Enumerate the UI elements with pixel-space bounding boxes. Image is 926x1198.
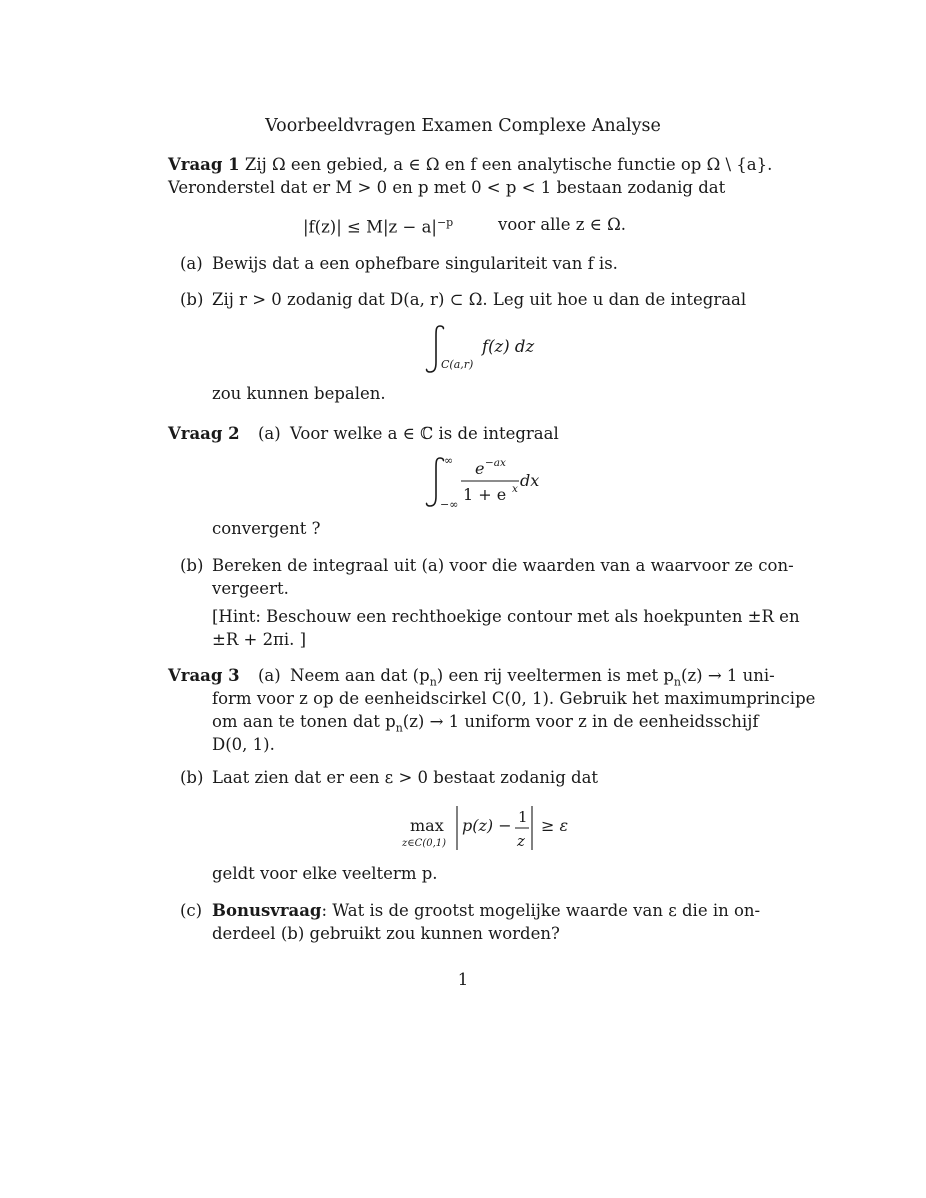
- q3-a-l2: form voor z op de eenheidscirkel C(0, 1). Gebruik het maximumprincipe: [212, 689, 816, 708]
- q1-display-inequality: [303, 217, 453, 236]
- q3-a-label: (a): [258, 666, 281, 685]
- q3-a-l4: D(0, 1).: [212, 735, 275, 754]
- q2-int-upper: ∞: [444, 454, 454, 467]
- q2-line-1: [168, 426, 240, 443]
- q3-label-wrap: [168, 668, 240, 685]
- q3-frac-den: z: [517, 832, 525, 850]
- q3-c-l2: derdeel (b) gebruikt zou kunnen worden?: [212, 924, 560, 943]
- q3-frac-num: 1: [518, 808, 528, 826]
- q3-a-l1: [290, 668, 775, 687]
- q3-a-l1-part2: ) een rij veeltermen is met p: [436, 666, 674, 685]
- q2-a-after: convergent ?: [212, 519, 321, 538]
- q3-c-l1-text: : Wat is de grootst mogelijke waarde van ε die in on-: [321, 901, 761, 920]
- q1-b-after: zou kunnen bepalen.: [212, 384, 386, 403]
- q3-a-l3-sub: n: [395, 721, 403, 735]
- q1-b-text: Zij r > 0 zodanig dat D(a, r) ⊂ Ω. Leg uit hoe u dan de integraal: [212, 290, 747, 309]
- q2-numerator: e: [475, 459, 485, 478]
- q2-hint-l1: [Hint: Beschouw een rechthoekige contour met als hoekpunten ±R en: [212, 607, 800, 626]
- q1-ineq: |f(z)| ≤ M|z − a|: [303, 217, 437, 237]
- q3-a-l3-part1: om aan te tonen dat p: [212, 712, 396, 731]
- page-title: Voorbeeldvragen Examen Complexe Analyse: [265, 116, 661, 136]
- q2-hint-l2: ±R + 2πi. ]: [212, 630, 307, 649]
- q2-denominator: 1 + e: [463, 485, 507, 504]
- q1-display-tail: voor alle z ∈ Ω.: [498, 215, 627, 234]
- q3-a-l1-sub2: n: [673, 675, 682, 689]
- q2-int-lower: −∞: [440, 498, 459, 511]
- q2-denominator-exp: x: [512, 483, 518, 495]
- q3-c-l1: [212, 903, 760, 920]
- q2-b-text-l1: Bereken de integraal uit (a) voor die waarden van a waarvoor ze con-: [212, 556, 794, 575]
- q3-max-word: max: [410, 816, 444, 835]
- q2-integral: [420, 448, 550, 514]
- q1-b-label: (b): [180, 290, 204, 309]
- q3-a-l1-sub: n: [429, 675, 437, 689]
- q3-c-label: (c): [180, 901, 203, 920]
- q3-max-expression: [395, 800, 585, 858]
- q2-b-label: (b): [180, 556, 204, 575]
- q1-ineq-exponent: −p: [436, 216, 454, 229]
- page-number: 1: [457, 970, 469, 989]
- q3-b-label: (b): [180, 768, 204, 787]
- q3-expr-post: ≥ ε: [541, 816, 569, 835]
- q3-a-l3: [212, 714, 758, 733]
- q3-a-l1-part3: (z) → 1 uni-: [681, 666, 775, 685]
- q3-label: Vraag 3: [168, 666, 240, 685]
- q1-label: Vraag 1: [168, 155, 240, 174]
- q3-a-l1-part1: Neem aan dat (p: [290, 666, 430, 685]
- q1-integral-sub: C(a,r): [441, 358, 474, 371]
- q1-a-text: Bewijs dat a een ophefbare singulariteit van f is.: [212, 254, 618, 273]
- q1-integrand: f(z) dz: [482, 337, 535, 356]
- q1-intro-l1: Zij Ω een gebied, a ∈ Ω en f een analytische functie op Ω \ {a}.: [244, 155, 773, 174]
- q3-c-bonus: Bonusvraag: [212, 901, 322, 920]
- q1-line-1: [168, 157, 772, 174]
- q2-dx: dx: [520, 471, 540, 490]
- q1-contour-integral: [420, 322, 560, 378]
- q1-intro-l2: Veronderstel dat er M > 0 en p met 0 < p < 1 bestaan zodanig dat: [168, 178, 726, 197]
- q2-numerator-exp: −ax: [485, 457, 506, 469]
- q2-a-text: Voor welke a ∈ ℂ is de integraal: [290, 424, 559, 443]
- q2-a-label: (a): [258, 424, 281, 443]
- q2-b-text-l2: vergeert.: [212, 579, 289, 598]
- q3-max-sub: z∈C(0,1): [402, 838, 447, 849]
- q2-label: Vraag 2: [168, 424, 240, 443]
- q3-b-text: Laat zien dat er een ε > 0 bestaat zodanig dat: [212, 768, 599, 787]
- q3-b-after: geldt voor elke veelterm p.: [212, 864, 438, 883]
- q3-a-l3-part2: (z) → 1 uniform voor z in de eenheidsschijf: [402, 712, 759, 731]
- q1-a-label: (a): [180, 254, 203, 273]
- q3-expr-pre: p(z) −: [462, 816, 512, 835]
